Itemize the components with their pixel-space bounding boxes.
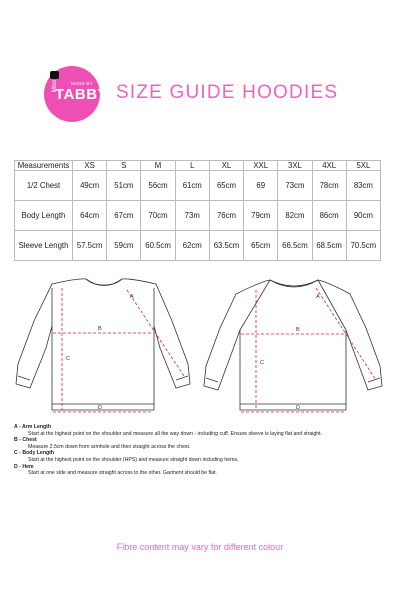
table-cell: 82cm: [278, 201, 312, 231]
table-cell: Sleeve Length: [15, 231, 73, 261]
header-cell: 4XL: [312, 161, 346, 171]
table-cell: 65cm: [244, 231, 278, 261]
left-cuff: [206, 378, 218, 382]
table-cell: 65cm: [209, 171, 243, 201]
table-cell: 51cm: [107, 171, 141, 201]
table-row: [15, 201, 381, 231]
fibre-note: Fibre content may vary for different colour: [116, 542, 284, 552]
table-row: [15, 171, 381, 201]
left-cuff: [18, 376, 30, 380]
label-d: D: [296, 405, 300, 411]
size-table: [14, 160, 381, 261]
table-cell: Body Length: [15, 201, 73, 231]
table-cell: 60.5cm: [141, 231, 175, 261]
label-c: C: [66, 356, 70, 362]
label-b: B: [296, 327, 300, 333]
table-cell: 70cm: [141, 201, 175, 231]
table-cell: 56cm: [141, 171, 175, 201]
legend-heading-b: B - Chest: [14, 437, 37, 444]
right-cuff: [176, 376, 188, 380]
table-cell: 57.5cm: [73, 231, 107, 261]
legend-heading-d: D - Hem: [14, 463, 34, 470]
table-cell: 64cm: [73, 201, 107, 231]
table-cell: 1/2 Chest: [15, 171, 73, 201]
table-cell: 66.5cm: [278, 231, 312, 261]
legend-heading-a: A - Arm Length: [14, 424, 52, 430]
header-cell: XL: [209, 161, 243, 171]
header-cell: 3XL: [278, 161, 312, 171]
brand-logo: [44, 66, 109, 122]
header-cell: Measurements: [15, 161, 73, 171]
table-cell: 83cm: [346, 171, 380, 201]
logo-side-text: Miss: [52, 79, 59, 93]
header-cell: L: [175, 161, 209, 171]
garment-outline: [204, 280, 382, 410]
legend-heading-c: C - Body Length: [14, 450, 55, 457]
table-cell: 76cm: [209, 201, 243, 231]
legend-text-c: Start at the highest point on the shoulder (HPS) and measure straight down including hems.: [28, 456, 239, 463]
measurement-legend: [14, 424, 390, 477]
table-cell: 49cm: [73, 171, 107, 201]
table-cell: 68.5cm: [312, 231, 346, 261]
table-cell: 69: [244, 171, 278, 201]
set-in-sleeve-diagram: [12, 276, 198, 420]
right-cuff: [368, 378, 380, 382]
legend-text-a: Start at the highest point on the shoulder and measure all the way down - including cuff. Ensure sleeve is laying flat and straight.: [28, 430, 323, 437]
table-cell: 78cm: [312, 171, 346, 201]
right-raglan-seam: [318, 280, 346, 330]
table-cell: 67cm: [107, 201, 141, 231]
left-raglan-seam: [240, 280, 270, 330]
header-cell: XS: [73, 161, 107, 171]
logo-small-text: MADE BY: [71, 81, 93, 86]
header-cell: M: [141, 161, 175, 171]
header-cell: S: [107, 161, 141, 171]
table-cell: 70.5cm: [346, 231, 380, 261]
header-cell: 5XL: [346, 161, 380, 171]
raglan-sleeve-diagram: [200, 276, 390, 420]
label-b: B: [98, 326, 102, 332]
table-cell: 63.5cm: [209, 231, 243, 261]
legend-text-d: Start at one side and measure straight across to the other. Garment should be flat.: [28, 470, 217, 477]
label-a: A: [316, 294, 320, 300]
legend-text-b: Measure 2.5cm down from armhole and then straight across the chest.: [28, 443, 191, 450]
table-cell: 90cm: [346, 201, 380, 231]
table-cell: 79cm: [244, 201, 278, 231]
table-cell: 86cm: [312, 201, 346, 231]
page-title: SIZE GUIDE HOODIES: [116, 82, 339, 103]
label-a: A: [130, 294, 134, 300]
cat-icon: [50, 71, 59, 79]
logo-name: TABBY: [55, 86, 109, 103]
garment-outline: [16, 279, 190, 410]
table-cell: 61cm: [175, 171, 209, 201]
table-cell: 73cm: [278, 171, 312, 201]
table-row: [15, 231, 381, 261]
header-cell: XXL: [244, 161, 278, 171]
table-cell: 59cm: [107, 231, 141, 261]
table-header-row: [15, 161, 381, 171]
collar-line: [86, 279, 122, 286]
label-c: C: [260, 360, 264, 366]
table-cell: 73m: [175, 201, 209, 231]
table-cell: 62cm: [175, 231, 209, 261]
label-d: D: [98, 405, 102, 411]
